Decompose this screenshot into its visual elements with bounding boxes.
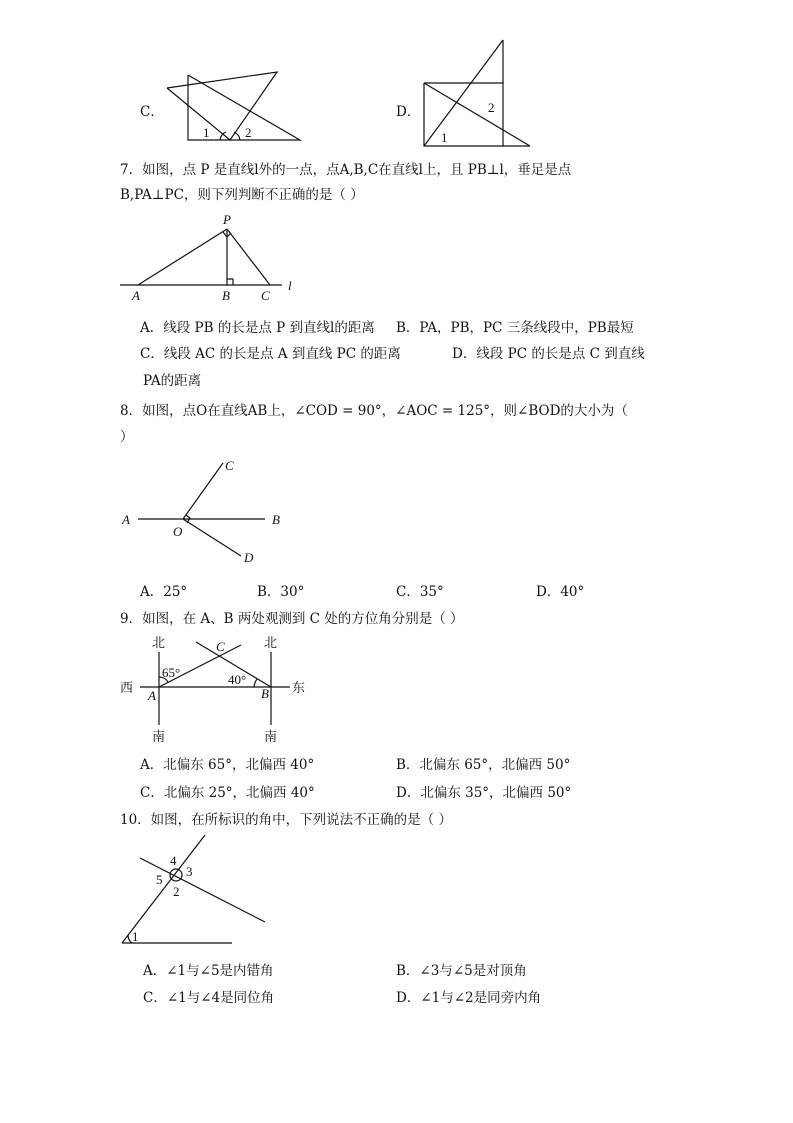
q10-option-b[interactable]: B．∠3与∠5是对顶角 [396,963,527,979]
q8-option-c[interactable]: C．35° [396,584,444,600]
q9-north-a: 北 [152,635,166,650]
q10-angle2-label: 2 [173,884,180,899]
fig-d-angle2-label: 2 [488,100,495,115]
q7-option-c[interactable]: C．线段 AC 的长是点 A 到直线 PC 的距离 [140,346,401,362]
q10-option-d[interactable]: D．∠1与∠2是同旁内角 [396,990,542,1006]
q8-option-a[interactable]: A．25° [140,584,188,600]
q10-angle3-label: 3 [186,864,193,879]
q9-label-c: C [216,639,225,654]
q9-option-d[interactable]: D．北偏东 35°，北偏西 50° [396,785,572,801]
q9-south-b: 南 [264,729,278,744]
q8-label-o: O [173,524,183,539]
q10-stem: 10．如图，在所标识的角中，下列说法不正确的是（ ） [120,812,452,828]
q9-option-b[interactable]: B．北偏东 65°，北偏西 50° [396,757,571,773]
q9-north-b: 北 [264,635,278,650]
q7-label-l: l [288,278,292,293]
q9-option-a[interactable]: A．北偏东 65°，北偏西 40° [140,757,315,773]
q8-option-d[interactable]: D．40° [536,584,585,600]
fig-d-angle1-label: 1 [441,130,448,145]
q8-label-c: C [225,458,234,473]
fig-c-angle1-label: 1 [203,125,210,140]
q7-label-p: P [223,212,231,227]
q10-angle4-label: 4 [170,853,177,868]
q7-label-b: B [222,288,230,303]
option-c-label: C． [140,104,164,120]
q10-intersection-arc [170,869,182,881]
q8-stem-line2: ） [120,429,134,445]
q9-angle-a-label: 65° [162,665,181,680]
q10-crossing-line [140,858,265,922]
q8-label-a: A [122,512,130,527]
q8-label-d: D [244,550,254,565]
q9-label-b: B [261,686,269,701]
option-d-label: D． [396,104,421,120]
q9-south-a: 南 [152,729,166,744]
q9-option-c[interactable]: C．北偏东 25°，北偏西 40° [140,785,315,801]
q10-angle5-label: 5 [156,872,163,887]
q9-west: 西 [120,680,134,695]
q7-option-d-line2[interactable]: PA的距离 [143,373,202,389]
q10-option-c[interactable]: C．∠1与∠4是同位角 [143,990,275,1006]
q7-option-d-line1[interactable]: D．线段 PC 的长是点 C 到直线 [452,346,645,362]
q7-label-a: A [132,288,140,303]
fig-c-angle2-label: 2 [245,125,252,140]
q9-stem: 9．如图，在 A、B 两处观测到 C 处的方位角分别是（ ） [120,611,464,627]
q10-option-a[interactable]: A．∠1与∠5是内错角 [143,963,274,979]
q7-stem-line1: 7．如图，点 P 是直线l外的一点，点A,B,C在直线l上，且 PB⊥l，垂足是点 [120,162,572,178]
q8-stem-line1: 8．如图，点O在直线AB上，∠COD = 90°，∠AOC = 125°，则∠BOD的大小为（ [120,403,628,419]
q7-stem-line2: B,PA⊥PC，则下列判断不正确的是（ ） [120,187,364,203]
q7-option-a[interactable]: A．线段 PB 的长是点 P 到直线l的距离 [140,320,375,336]
q10-transversal [122,835,205,943]
q10-angle1-label: 1 [132,929,139,944]
q8-label-b: B [272,512,280,527]
q7-label-c: C [261,288,270,303]
q9-label-a: A [148,688,156,703]
q9-angle-b-label: 40° [228,672,247,687]
q9-east: 东 [292,680,306,695]
q7-option-b[interactable]: B．PA，PB，PC 三条线段中，PB最短 [396,320,634,336]
q8-option-b[interactable]: B．30° [257,584,305,600]
